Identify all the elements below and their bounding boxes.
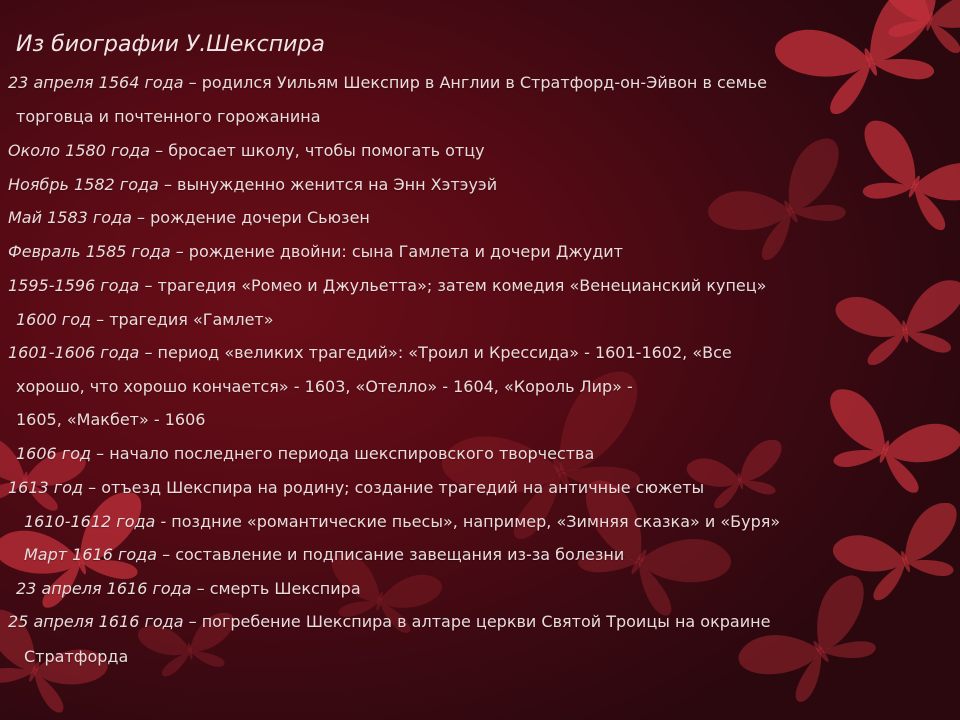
entry-date: Февраль 1585 года: [8, 242, 171, 261]
entry-text: – составление и подписание завещания из-за болезни: [157, 545, 625, 564]
timeline-entry: [16, 376, 633, 398]
entry-text: хорошо, что хорошо кончается» - 1603, «Отелло» - 1604, «Король Лир» -: [16, 377, 633, 396]
timeline-entry: [8, 207, 370, 229]
timeline-entry: [16, 409, 205, 431]
entry-text: – вынужденно женится на Энн Хэтэуэй: [158, 175, 498, 194]
entry-date: 1613 год: [8, 478, 84, 497]
timeline-entry: [8, 342, 732, 364]
entry-date: 23 апреля 1616 года: [16, 579, 192, 598]
slide-title: Из биографии У.Шекспира: [16, 32, 325, 57]
entry-text: – погребение Шекспира в алтаре церкви Святой Троицы на окраине: [183, 612, 771, 631]
entry-text: – период «великих трагедий»: «Троил и Крессида» - 1601-1602, «Все: [139, 343, 732, 362]
timeline-entry: [8, 72, 767, 94]
timeline-entry: [24, 511, 780, 533]
entry-date: 1610-1612 года: [24, 512, 156, 531]
timeline-entry: [16, 443, 594, 465]
timeline-entry: [16, 106, 321, 128]
entry-date: Около 1580 года: [8, 141, 151, 160]
timeline-entry: [24, 544, 624, 566]
entry-text: 1605, «Макбет» - 1606: [16, 410, 206, 429]
entry-text: – бросает школу, чтобы помогать отцу: [150, 141, 485, 160]
entry-date: 23 апреля 1564 года: [8, 73, 184, 92]
timeline-entry: [8, 477, 704, 499]
timeline-entry: [8, 611, 770, 633]
entry-text: Стратфорда: [24, 647, 129, 666]
entry-text: – рождение двойни: сына Гамлета и дочери Джудит: [170, 242, 623, 261]
entry-text: торговца и почтенного горожанина: [16, 107, 321, 126]
entry-date: 1600 год: [16, 310, 92, 329]
timeline-entry: [16, 578, 361, 600]
entry-date: Ноябрь 1582 года: [8, 175, 159, 194]
timeline-entry: [8, 241, 623, 263]
entry-date: 1595-1596 года: [8, 276, 140, 295]
entry-date: Март 1616 года: [24, 545, 158, 564]
timeline-entry: [8, 140, 485, 162]
timeline-entry: [24, 646, 128, 668]
entry-text: – смерть Шекспира: [191, 579, 361, 598]
entry-date: 1606 год: [16, 444, 92, 463]
entry-text: – рождение дочери Сьюзен: [131, 208, 370, 227]
entry-text: – начало последнего периода шекспировского творчества: [91, 444, 595, 463]
timeline-entry: [8, 275, 766, 297]
timeline-entry: [8, 174, 497, 196]
entry-text: - поздние «романтические пьесы», например, «Зимняя сказка» и «Буря»: [155, 512, 781, 531]
entry-date: Май 1583 года: [8, 208, 132, 227]
entry-date: 25 апреля 1616 года: [8, 612, 184, 631]
entry-text: – трагедия «Ромео и Джульетта»; затем комедия «Венецианский купец»: [139, 276, 767, 295]
entry-text: – отъезд Шекспира на родину; создание трагедий на античные сюжеты: [83, 478, 705, 497]
entry-date: 1601-1606 года: [8, 343, 140, 362]
entry-text: – родился Уильям Шекспир в Англии в Стратфорд-он-Эйвон в семье: [183, 73, 767, 92]
entry-text: – трагедия «Гамлет»: [91, 310, 274, 329]
timeline-entry: [16, 309, 274, 331]
